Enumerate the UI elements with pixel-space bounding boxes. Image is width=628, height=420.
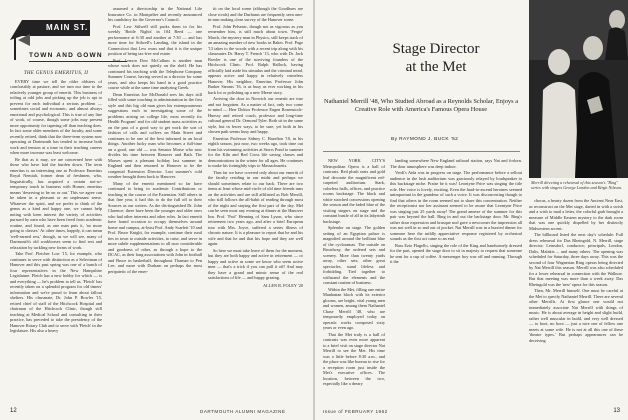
- paragraph: Splendor on stage. The golden setting of an Egyptian palace is magnified around the brilliant blue of the cycloramas. The outside on Broadway, the ordered sets and scenery. More than twenty yards away, other sets; other great spectacles, stand lifeless and forbidding. Tied together to withstand the elements and the constant routine of business.: [323, 225, 385, 285]
- paragraph: NEW YORK CITY'S Metropolitan Opera is a hall of contrasts. Red plush seats and gold leaf decorate the magnificent red-carpeted auditorium. Stark, colorless halls, offices, and practice rooms backstage. The black and white starched concessions opening the season and the faded blue of the visiting singers on stage and the constant bustle of all in its labyrinth backstage.: [323, 158, 385, 224]
- paragraph: landing somewhere New England railroad station, says Nat and forlorn. The dour atmosphere was deep indoor.: [390, 158, 522, 169]
- paragraph: Prof. John Pelsenic, though not as vigorous as you remember him, is still much about town. 'Fergie' March, the mystery man in Physics, still keeps track of an amazing number of new books in Baker. Prof. Page '13 takes to the woods with a recent trip along with his classmates Dr. Harry T. French '13, who with Dr. Jack Bowler is one of the surviving founders of the Hitchcock Clinic. Prof. Ralph Hallock, having officially laid aside his stimulus and the criminal mind, appears active and happy in relatively crimeless Hanover. His neighbor, Emeritus Professor John Barker Stearns '16, is as busy as ever working in his back lot or polishing up a new Meese story.: [208, 23, 303, 95]
- paragraph: Dean Emeritus Joe McDonald sees his days still filled with some touching to administration in the first style and this big old man gives his extemporaneous suggestions each in investigating some of the problems arising on college life, most recently for Health Program' and for old student mass activities as on the past of a good way to get work the sort of fashion of calls and coffees on Main Street and continues to be one of the best informed in an local things. Another lucky man who becomes a full-time on a good, one old — was Senator Morse who now divides his time between Hanover and Bath. The Morses spent a pleasant holiday last summer in England and then returned to Hanover to be the congenial Extension Director. Last summer's cold weather brought them back to Hanover.: [108, 91, 202, 179]
- photo-caption: Merrill directing a rehearsal of this season's "Ring" series with singers George London and Birgit Nilsson.: [531, 180, 623, 191]
- right-column-2: [390, 158, 522, 408]
- column-label: MAIN ST.: [46, 23, 89, 32]
- paragraph: That the Met truly is a hall of contrasts was even more apparent to a brief visit on stage director Nat Merrill to see the Met. His time was a little before 8:30 a.m., and the place was like bureau to rise for a reception room just inside the Met's executive offices. The location, between the two, especially like a dreary: [323, 331, 385, 386]
- author-signature: ALLEN R. FOLEY '20: [263, 282, 303, 288]
- paragraph: Prof. Lemon Dow McCallum is another man whose work does not quietly on the shelf. He has continued his teaching with the Telephone Company Summer Course, having served as a director for some years, and also keeps his hand in a good practice course while at the same time analyzing Greek.: [108, 57, 202, 90]
- paragraph: chorus, a hearty dozen from the Ancient Near East, as reconstruct on the Met stage, darted in with a swish and a wish to mail a letter, the colorful garb brought a measure of Middle Eastern mystery to the dark room that was one quickly dispelled by her distinctly Midwestern accent.: [529, 198, 623, 231]
- paragraph: The billboard listed the next day's schedule: Full dress rehearsal for Das Rheingold, N. Merrill, stage director; Leinsdorf, conductor; principals, London, Dalis, Malakis ... and many others. The opening was scheduled for Saturday, three days away. This was the second of four Wagnerian Ring operas being directed by Nat Merrill this season. Merrill was also scheduled for a lower rehearsal in connection with the Walkure. But that meeting was more than a week away. Das Rheingold was the 'new' opera for this season.: [529, 232, 623, 287]
- paragraph: EVERY time we tell the older oldsters of comfortably at pasture, and we turn our time to the relatively younger group of emeriti. This business of toiling at odd jobs and picking up the job is apt to prevent for each individual a serious problem — sometimes social and economic, and almost always emotional and psychological. This is true of any line of work, of course, though some jobs may present more opportunity for tapering off than teaching does. In fact some older members of the faculty, and some recently retired, think that the three-term system now operating at Dartmouth has tended to increase both work and tension at a time in their teaching careers when more increase was least welcome.: [10, 78, 102, 155]
- paragraph: Bass Ezio Flagello, singing the role of the King and handsomely dressed for the part, opened the stage door to sit in majesty to request that someone be sent for a cup of coffee. A messenger boy was off and running. Through it the: [390, 242, 522, 264]
- article-deck: Nathaniel Merrill '48, Who Studied Abroad as a Reynolds Scholar, Enjoys a Creative Role with America's Famous Opera House: [323, 98, 519, 114]
- paragraph: Arriving the door in Norwich our emeriti are true and not forgotten. As a matter of fact, only two come to mind — Herr Doktor Professor Eugen Rosenstock-Huessy and retired coach, professor and long-time cultural general Dr. Ormond Tyler. Both sit in the same style, but in fewer ways, to be sure, yet both in his chosen path seems busy and happy.: [208, 96, 303, 134]
- magazine-footer: DARTMOUTH ALUMNI MAGAZINE: [200, 409, 286, 414]
- paragraph: Be that as it may, we are concerned here with those who have laid the burden down. The term emeritus is an interesting one as Professor Emeritus Royal Nemiah, former dean of freshmen, who, linguistically, has acquired a certain not-so-temporary touch in business with Homer, emeritus means 'deserving to be on or out.' This we agree can be taken in a pleasant or an unpleasant sense. Whatever the spirit, and we prefer to think of the genus as a kind and happy one, we cannot help noting with keen interest the variety of activities pursued by men who have been freed from academic routine, and found, as one man puts it, 'no more going to classes.' At other times, happily, it can mean 'well-earned rest,' though, as we will see, many of Dartmouth's old workhorses seem to find rest and relaxation by tackling new forms of work.: [10, 156, 102, 250]
- paragraph: Within the Met, filling one entire Manhattan block with its exterior glooms, are bright, vital young men and women, among them Nathaniel Chase Merrill '48, who are temporarily employed today on operatic works composed sixty years or even ago.: [323, 286, 385, 330]
- paragraph: Then, Mr. Merrill himself. One must be careful at the Met to specify Nathaniel Merrill. There are several other Merrills. At first glance one would not immediately associate Nat Merrill with things of music. He is about average in height and slight build, rather well muscular in build, and very well dressed — to boot, no boot — just a nice one of fellow one meets at some wife. He is not at all this one of these 'theatre types.' But perhaps appearances can be deceiving: [529, 288, 623, 343]
- right-column-3: [529, 198, 623, 408]
- page-number: 13: [613, 408, 620, 414]
- paragraph: iti on the local scene (although the Goodhues are close rivals) and the Durhams are frequently seen arm-in-arm making close survey of the Hanover scene.: [208, 6, 303, 22]
- paragraph: So here we must take leave of them for the moment, but they are both happy and active in retirement — or happy and active as some we know who seem active men — that's a trick if you can pull it off! And may they have a grand and mimic sense of the real satisfactions of life — and happy grazing.: [208, 247, 303, 280]
- column-heading: THE GENUS EMERITUS, II: [23, 71, 89, 76]
- right-column-1: [323, 158, 385, 408]
- page-number: 12: [10, 408, 17, 414]
- photo-figures-icon: [529, 0, 628, 178]
- paragraph: Verdi's Aida was in progress on stage. The performance before a sellout audience in the lush auditorium was graciously relayed by loudspeaker to this backstage niche. Praise be it was! Leontyne Price was singing the title role. Her voice is lovely, exciting. Even the hard-to-ascend heroines seemed unimportant in the grandeur of such a voice. It was disconcerting though to find that others in the room seemed not to share this concentration. Neither the receptionist nor her assistant seemed to be aware that Leontyne Price was singing just 25 yards away! The grand annexe of the summer for this pair was beyond the hall. Bing in and out the backstage door. Mr. Bing's rather dour expression and brusque nod gave a newcomer the impression all was not well in so and out of pocket. Nat Merrill was in a hurried dinner for someone here the mildly appreciative response registered by orchestral sounds as the first act came to an end.: [390, 170, 522, 241]
- paragraph: Thus far we have covered only about our emeriti of the faculty residing in our midst and perhaps we should sometimes relate to our back. There are two items at least whose mid-circle of old time friends runs on the activities and are still affiliated as Bob Merrill, who still follows the all-habit of reading through most of the night and staying the first part of the day. Mel can be seen most any evening at dinner at the Hanover Inn. Prof. 'Prof' Henning of Sam Lyson, who since retirement two years ago, and after a brief European tour with Mrs. Joyce, suffered a series illness of chronic nature. It is a pleasure to report that he and his wife and that he and that his hope and they are well again.: [208, 169, 303, 246]
- article-headline: [351, 40, 521, 76]
- issue-footer: Issue of FEBRUARY 1962: [323, 409, 388, 414]
- byline: By RAYMOND J. BUCK '52: [391, 137, 459, 142]
- left-page: [0, 0, 313, 420]
- right-page: [315, 0, 628, 420]
- left-column-2: [108, 6, 202, 408]
- rehearsal-photo: [529, 0, 628, 178]
- paragraph: assumed a directorship in the National Life Insurance Co. in Montpelier and recently announced his candidacy for the Governor's Council.: [108, 6, 202, 22]
- paragraph: Take Prof. Fletcher Low '15, for example, who continues to serve with distinction as a Selectman of Hanover and this past spring was one of a bunch of four representatives in the New Hampshire Legislature. Fletch has a new hobby for which — is and everything — he's problem to tell us. 'Fletch' has recently taken on a splendid program for old timers' information and we're proud to learn about fallout shelters. His classmate, Dr. John P. Bowler '15, retired chief of staff of the Hitchcock Hospital and chairman of the Hitchcock Clinic, though still teaching at Medical School and consulting in their practice, has preceded to take the presidency of the Hanover Rotary Club and to serve with 'Fletch' in the legislature. His also a heavy: [10, 251, 102, 333]
- section-title: TOWN AND GOWN: [29, 52, 127, 62]
- left-column-3: [208, 6, 303, 408]
- paragraph: Emeritus Professor Sidney C. Hazelton '10, in his eighth season, just now, two weeks ago, took time out from his swimming activities at Storrs Pond to summer for the Kiln and Red Cross life saving classes and demonstrations in the winter for all ages. He continues to make his fortnightly trips to Massachusetts.: [208, 135, 303, 168]
- left-column-1: [10, 70, 102, 408]
- headline-line-1: Stage Director: [392, 41, 480, 57]
- divider: [323, 151, 520, 152]
- paragraph: Prof. Lew Stilwell still packs them in for his weekly 'Bottle Nights' in 104 Reed — one performance at 6:30 and another at 7:30 — and has more time for Stilwell's Landing, the island in the Connecticut that Lew owns and that it is the unique position of being tax-free real estate.: [108, 23, 202, 56]
- paragraph: Many of the emeriti mentioned so far have continued to bring in academic Contributions or teaching in the course of the Extension. Still others in that fine year, it had this to do the full off to their Sources as our writers. As the dis-tinguished Dr. John Clarence, there have been the younger and older ones who had other interests and other roles. In fact emeriti have found occasion to occupy themselves around home and campus, at-least Prof. Andy Scarlett '10 and Prof. Bruce Knight, for example, continue their rural ties in town to outside activities, to raise, and serve in more subtle supplementations to all now considerable and goodness of other, as through a hope to the DCAC, as their long associations with John in football and Bruce in basketball, throughout Thaman to Pen Lee, and more with Durham on perhaps the most peripatetic of the emer-: [108, 180, 202, 274]
- headline-line-2: at the Met: [405, 59, 467, 75]
